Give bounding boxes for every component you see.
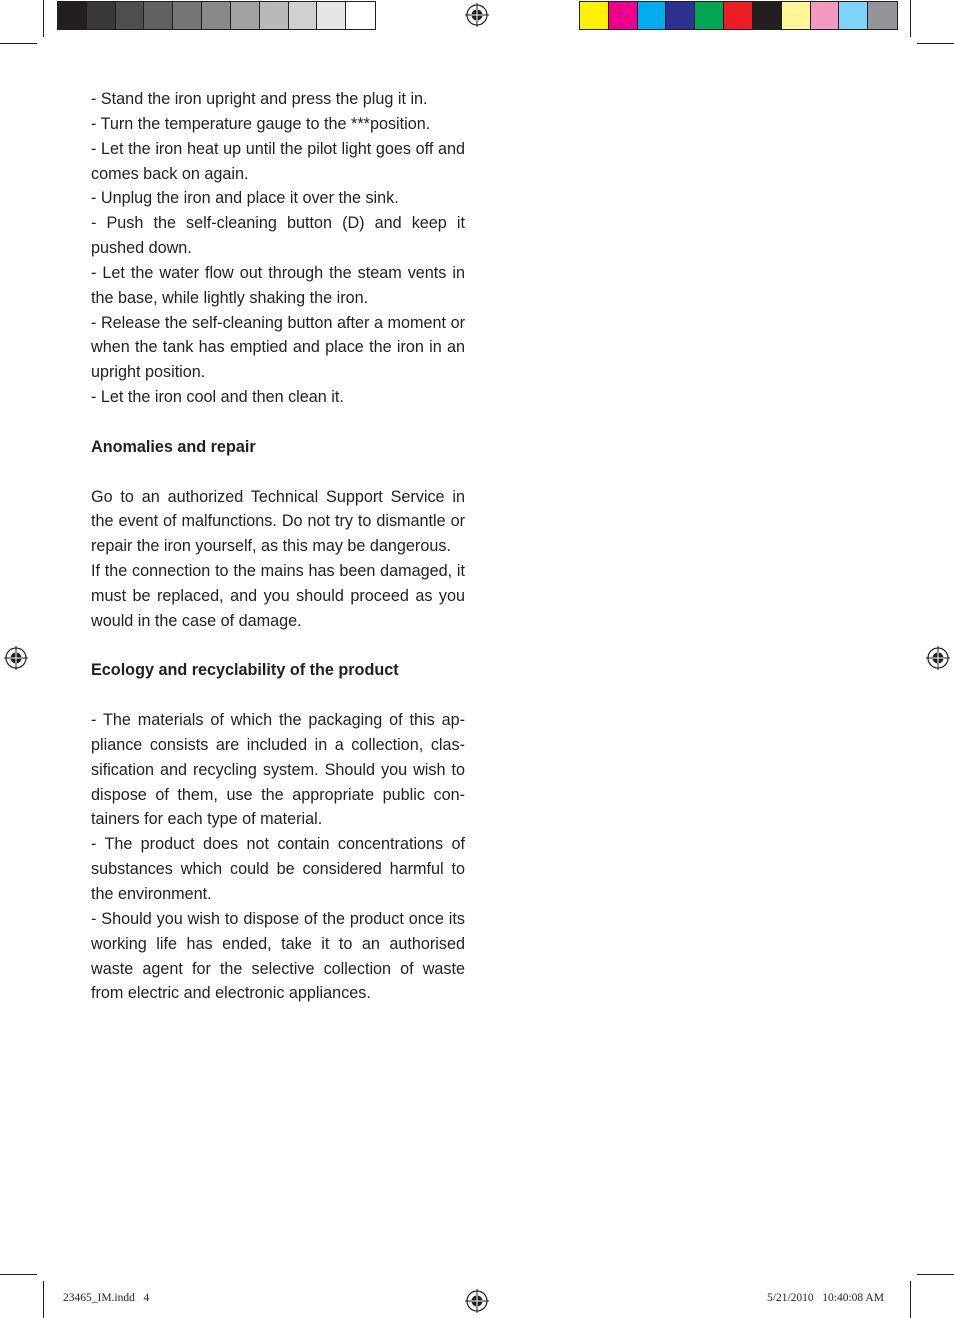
color-swatch — [231, 2, 260, 29]
anomalies-paragraph: Go to an authorized Technical Support Service in the event of malfunctions. Do not try to dismantle or repair the iron yourself, as this may be dangerous. — [91, 487, 465, 556]
crop-mark-top-right-horizontal — [917, 43, 954, 44]
color-swatch — [868, 2, 897, 29]
crop-mark-bottom-left-vertical — [43, 1281, 44, 1318]
color-swatch — [317, 2, 346, 29]
text-column — [91, 87, 465, 1006]
color-swatch — [695, 2, 724, 29]
step-item: - Let the iron cool and then clean it. — [91, 388, 344, 407]
color-swatch — [811, 2, 840, 29]
ecology-paragraph: - The materials of which the packaging of this appliance consists are included in a collection, classification and recycling system. Should you wish to dispose of them, use the appropriate public containers for each type of material. — [91, 711, 465, 829]
step-item: - Unplug the iron and place it over the sink. — [91, 189, 399, 208]
color-swatch — [87, 2, 116, 29]
color-swatch — [839, 2, 868, 29]
crop-mark-top-right-vertical — [910, 0, 911, 37]
color-swatch — [144, 2, 173, 29]
slug-timestamp: 5/21/2010 10:40:08 AM — [767, 1292, 884, 1304]
color-swatch — [346, 2, 375, 29]
registration-target-icon — [4, 646, 28, 670]
slug-file-name: 23465_IM.indd 4 — [63, 1292, 150, 1304]
color-swatch — [724, 2, 753, 29]
crop-mark-top-left-horizontal — [0, 43, 37, 44]
registration-target-icon — [465, 3, 489, 27]
crop-mark-bottom-right-horizontal — [917, 1274, 954, 1275]
registration-target-icon — [465, 1289, 489, 1313]
color-swatch — [173, 2, 202, 29]
anomalies-heading: Anomalies and repair — [91, 437, 256, 456]
color-swatch — [289, 2, 318, 29]
color-swatch — [753, 2, 782, 29]
color-swatch — [116, 2, 145, 29]
crop-mark-bottom-right-vertical — [910, 1281, 911, 1318]
crop-mark-top-left-vertical — [43, 0, 44, 37]
step-item: - Stand the iron upright and press the plug it in. — [91, 90, 428, 108]
color-swatch — [638, 2, 667, 29]
process-color-bar — [579, 1, 898, 30]
step-item: - Turn the temperature gauge to the ***position. — [91, 114, 431, 133]
grayscale-color-bar — [57, 1, 376, 30]
color-swatch — [580, 2, 609, 29]
step-item: - Let the iron heat up until the pilot light goes off and comes back on again. — [91, 139, 465, 183]
ecology-paragraph: - The product does not contain concentrations of substances which could be considered harmful to the environment. — [91, 835, 465, 903]
ecology-paragraph: - Should you wish to dispose of the product once its working life has ended, take it to an authorised waste agent for the selective collection of waste from electric and electronic appliances. — [91, 909, 465, 1003]
crop-mark-bottom-left-horizontal — [0, 1274, 37, 1275]
step-item: - Let the water flow out through the steam vents in the base, while lightly shaking the iron. — [91, 263, 465, 307]
color-swatch — [202, 2, 231, 29]
color-swatch — [609, 2, 638, 29]
step-item: - Release the self-cleaning button after a moment or when the tank has emptied and place the iron in an upright position. — [91, 313, 465, 382]
step-item: - Push the self-cleaning button (D) and keep it pushed down. — [91, 214, 465, 258]
anomalies-paragraph: If the connection to the mains has been damaged, it must be replaced, and you should proceed as you would in the case of damage. — [91, 562, 465, 630]
color-swatch — [58, 2, 87, 29]
color-swatch — [782, 2, 811, 29]
registration-target-icon — [926, 646, 950, 670]
ecology-heading: Ecology and recyclability of the product — [91, 661, 399, 680]
color-swatch — [260, 2, 289, 29]
color-swatch — [666, 2, 695, 29]
